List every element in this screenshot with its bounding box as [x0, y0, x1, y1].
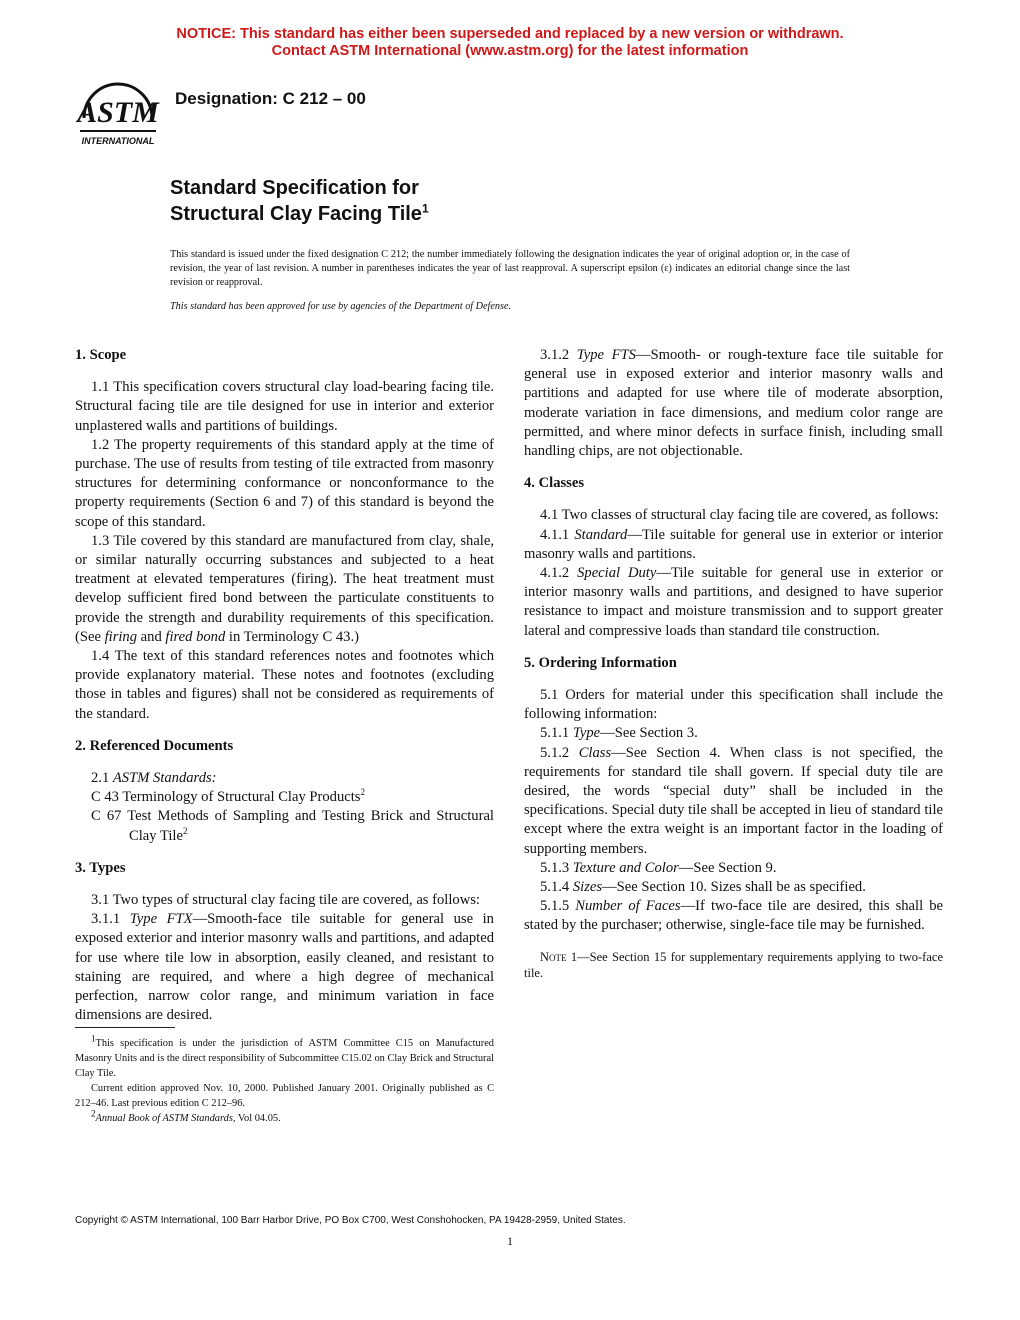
designation: Designation: C 212 – 00	[175, 89, 366, 108]
logo-subtitle: INTERNATIONAL	[81, 136, 155, 146]
para-4-1-2: 4.1.2 Special Duty—Tile suitable for general use in exterior or interior masonry walls and partitions, and designed to have superior resistance to impact and moisture transmission and to support greater lateral and compressive loads than standard tile construction.	[524, 565, 943, 639]
notice-line-1: NOTICE: This standard has either been superseded and replaced by a new version or withdrawn.	[176, 26, 844, 42]
para-5-1-2: 5.1.2 Class—See Section 4. When class is not specified, the requirements for standard tile shall govern. If special duty tile are desired, the words “special duty” shall be included in the specifications. Special duty tile shall be accepted in lieu of standard tile except where the extra weight is an important factor in the loading of supporting members.	[524, 744, 943, 857]
footnote-2: $^2$Annual Book of ASTM Standards, Vol 04.05.	[91, 1108, 281, 1124]
para-1-4: 1.4 The text of this standard references notes and footnotes which provide explanatory material. These notes and footnotes (excluding those in tables and figures) shall not be considered as requirements of the standard.	[75, 648, 494, 722]
section-3-heading: 3. Types	[75, 859, 126, 876]
para-4-1: 4.1 Two classes of structural clay facing tile are covered, as follows:	[540, 507, 939, 524]
issued-statement: This standard is issued under the fixed designation C 212; the number immediately following the designation indicates the year of original adoption or, in the case of revision, the year of last revision. A number in parentheses indicates the year of last reapproval. A superscript epsilon (ε) indicates an editorial change since the last revision or reapproval.	[170, 249, 850, 288]
page-number: 1	[507, 1234, 513, 1248]
footnote-divider	[75, 1027, 175, 1028]
para-5-1-3: 5.1.3 Texture and Color—See Section 9.	[540, 859, 777, 876]
title-line-2: Structural Clay Facing Tile$^1$	[170, 201, 429, 225]
title-footnote-mark: 1	[421, 201, 429, 216]
para-3-1-2: 3.1.2 Type FTS—Smooth- or rough-texture face tile suitable for general use in exposed exterior and interior masonry walls and partitions and adapted for use where tile of moderate absorption, moderate variation in face dimensions, and medium color range are permitted, and where minor defects in surface finish, including small handling chips, are not objectionable.	[524, 347, 944, 460]
para-2-1: 2.1 ASTM Standards:	[91, 770, 217, 787]
copyright: Copyright © ASTM International, 100 Barr Harbor Drive, PO Box C700, West Conshohocken, PA 19428-2959, United States.	[75, 1215, 626, 1226]
para-1-2: 1.2 The property requirements of this standard apply at the time of purchase. The use of results from testing of tile extracted from masonry structures for determining conformance or nonconformance to the property requirements (Section 6 and 7) of this standard is beyond the scope of this standard.	[75, 436, 494, 530]
para-3-1: 3.1 Two types of structural clay facing tile are covered, as follows:	[91, 892, 480, 909]
para-3-1-1: 3.1.1 Type FTX—Smooth-face tile suitable for general use in exposed exterior and interior masonry walls and partitions, and adapted for use where tile low in absorption, easily cleaned, and resistant to staining are required, and where a high degree of mechanical perfection, narrow color range, and minimum variation in face dimensions are desired.	[75, 911, 494, 1024]
title-line-1: Standard Specification for	[170, 177, 419, 199]
para-1-3: 1.3 Tile covered by this standard are manufactured from clay, shale, or similar naturally occurring substances and subjected to a heat treatment at elevated temperatures (firing). The heat treatment must develop sufficient fired bond between the particulate constituents to provide the strength and durability requirements of this specification. (See firing and fired bond in Terminology C 43.)	[75, 532, 494, 645]
defense-statement: This standard has been approved for use by agencies of the Department of Defense.	[170, 301, 512, 312]
astm-logo	[76, 78, 160, 150]
logo-letters: ASTM	[77, 96, 159, 129]
footnotes	[75, 1033, 494, 1126]
notice-banner	[0, 26, 1020, 60]
section-1-heading: 1. Scope	[75, 347, 127, 363]
para-5-1: 5.1 Orders for material under this specification shall include the following information:	[524, 687, 943, 723]
para-4-1-1: 4.1.1 Standard—Tile suitable for general use in exterior or interior masonry walls and partitions.	[524, 526, 943, 562]
section-2-heading: 2. Referenced Documents	[75, 737, 234, 754]
document-title	[170, 175, 429, 227]
section-4-heading: 4. Classes	[524, 475, 584, 492]
note-1: Note 1—See Section 15 for supplementary requirements applying to two-face tile.	[524, 949, 943, 980]
left-column	[75, 346, 494, 1026]
reference-c43: C 43 Terminology of Structural Clay Products$^2$	[91, 787, 365, 806]
para-5-1-4: 5.1.4 Sizes—See Section 10. Sizes shall be as specified.	[540, 879, 866, 896]
section-5-heading: 5. Ordering Information	[524, 654, 677, 671]
footnote-1: $^1$This specification is under the jurisdiction of ASTM Committee C15 on Manufactured Masonry Units and is the direct responsibility of Subcommittee C15.02 on Clay Brick and Structural Clay Tile.	[75, 1033, 494, 1079]
para-5-1-1: 5.1.1 Type—See Section 3.	[540, 725, 698, 742]
para-1-1: 1.1 This specification covers structural clay load-bearing facing tile. Structural facing tile are tile designed for use in interior and exterior unplastered walls and partitions of buildings.	[75, 379, 494, 434]
footnote-1b: Current edition approved Nov. 10, 2000. Published January 2001. Originally published as C 212–46. Last previous edition C 212–96.	[75, 1083, 494, 1109]
para-5-1-5: 5.1.5 Number of Faces—If two-face tile are desired, this shall be stated by the purchaser; otherwise, single-face tile may be furnished.	[524, 898, 943, 934]
right-column	[524, 346, 943, 981]
reference-c67: C 67 Test Methods of Sampling and Testing Brick and Structural Clay Tile$^2$	[91, 808, 494, 844]
notice-line-2: Contact ASTM International (www.astm.org) for the latest information	[271, 43, 749, 59]
